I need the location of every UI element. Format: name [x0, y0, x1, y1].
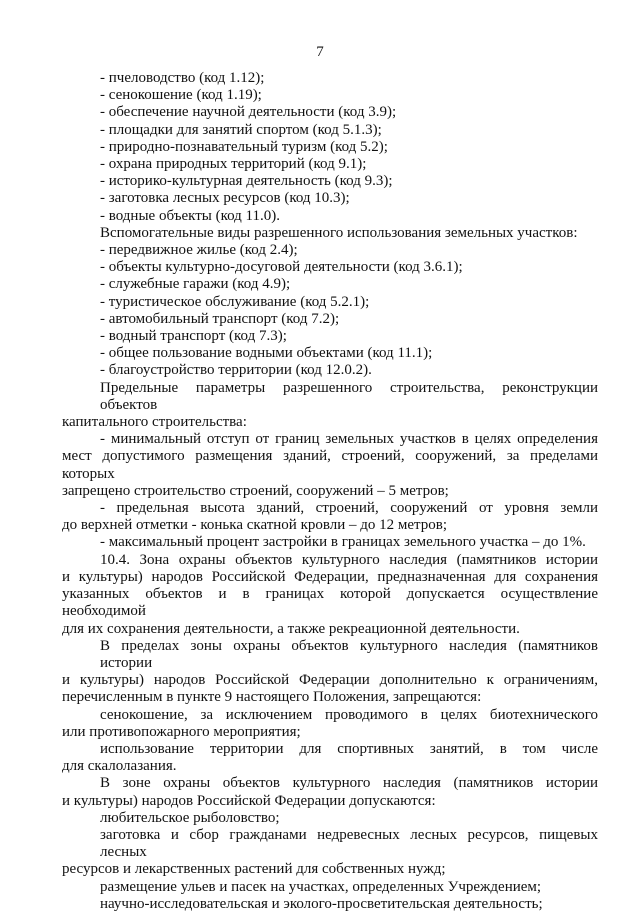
list-item: - объекты культурно-досуговой деятельности (код 3.6.1);	[100, 259, 463, 276]
prohibition-line: для скалолазания.	[62, 758, 177, 775]
prohibition-line: использование территории для спортивных занятий, в том числе	[100, 740, 598, 757]
zone-paragraph-line: и культуры) народов Российской Федерации, предназначенная для сохранения	[62, 568, 598, 585]
list-item: - туристическое обслуживание (код 5.2.1);	[100, 293, 370, 310]
allowed-line: научно-исследовательская и эколого-просветительская деятельность;	[100, 895, 543, 912]
list-item: - сенокошение (код 1.19);	[100, 87, 262, 104]
list-item: - водный транспорт (код 7.3);	[100, 328, 287, 345]
prohibition-line: В пределах зоны охраны объектов культурного наследия (памятников истории	[100, 637, 598, 671]
list-item: - благоустройство территории (код 12.0.2).	[100, 362, 372, 379]
list-item: - общее пользование водными объектами (код 11.1);	[100, 345, 433, 362]
allowed-line: ресурсов и лекарственных растений для собственных нужд;	[62, 861, 446, 878]
prohibition-line: или противопожарного мероприятия;	[62, 723, 301, 740]
list-item: - историко-культурная деятельность (код 9.3);	[100, 173, 393, 190]
param-line: - максимальный процент застройки в границах земельного участка – до 1%.	[100, 534, 586, 551]
prohibition-line: сенокошение, за исключением проводимого в целях биотехнического	[100, 706, 598, 723]
param-line: мест допустимого размещения зданий, строений, сооружений, за пределами которых	[62, 448, 598, 482]
prohibition-line: перечисленным в пункте 9 настоящего Положения, запрещаются:	[62, 689, 482, 706]
allowed-line: В зоне охраны объектов культурного наследия (памятников истории	[100, 775, 598, 792]
list-item: - площадки для занятий спортом (код 5.1.3);	[100, 121, 382, 138]
aux-uses-heading: Вспомогательные виды разрешенного использования земельных участков:	[100, 224, 578, 241]
param-line: - минимальный отступ от границ земельных участков в целях определения	[100, 431, 598, 448]
list-item: - водные объекты (код 11.0).	[100, 207, 280, 224]
params-heading-line: Предельные параметры разрешенного строительства, реконструкции объектов	[100, 379, 598, 413]
param-line: запрещено строительство строений, сооружений – 5 метров;	[62, 482, 449, 499]
params-heading-line: капитального строительства:	[62, 414, 247, 431]
allowed-line: заготовка и сбор гражданами недревесных лесных ресурсов, пищевых лесных	[100, 826, 598, 861]
allowed-line: и культуры) народов Российской Федерации допускаются:	[62, 792, 436, 809]
page-number: 7	[316, 44, 324, 60]
list-item: - обеспечение научной деятельности (код 3.9);	[100, 104, 397, 121]
list-item: - автомобильный транспорт (код 7.2);	[100, 310, 340, 327]
allowed-line: размещение ульев и пасек на участках, определенных Учреждением;	[100, 878, 542, 895]
zone-paragraph-line: 10.4. Зона охраны объектов культурного наследия (памятников истории	[100, 551, 598, 568]
list-item: - охрана природных территорий (код 9.1);	[100, 156, 367, 173]
zone-paragraph-line: для их сохранения деятельности, а также рекреационной деятельности.	[62, 620, 520, 637]
list-item: - пчеловодство (код 1.12);	[100, 70, 265, 86]
param-line: - предельная высота зданий, строений, сооружений от уровня земли	[100, 500, 598, 517]
list-item: - заготовка лесных ресурсов (код 10.3);	[100, 190, 350, 207]
allowed-line: любительское рыболовство;	[100, 809, 280, 826]
document-body	[62, 70, 598, 913]
list-item: - служебные гаражи (код 4.9);	[100, 276, 291, 293]
list-item: - природно-познавательный туризм (код 5.2);	[100, 138, 388, 155]
zone-paragraph-line: указанных объектов и в границах которой допускается осуществление необходимой	[62, 586, 598, 620]
list-item: - передвижное жилье (код 2.4);	[100, 242, 298, 259]
prohibition-line: и культуры) народов Российской Федерации дополнительно к ограничениям,	[62, 672, 598, 689]
param-line: до верхней отметки - конька скатной кровли – до 12 метров;	[62, 517, 448, 534]
